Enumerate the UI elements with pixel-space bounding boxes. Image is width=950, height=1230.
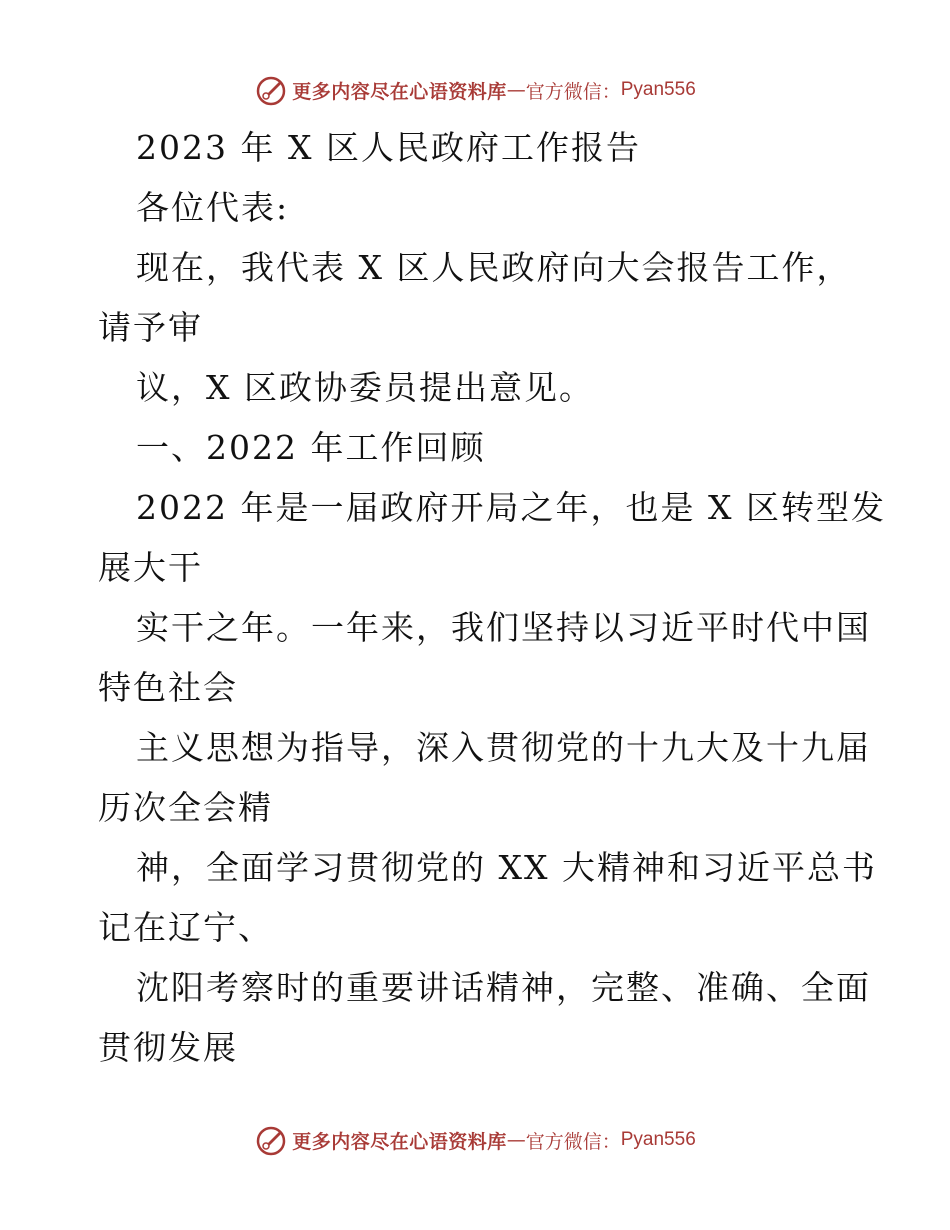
banner-brand: 更多内容尽在心语资料库 <box>292 1130 507 1153</box>
document-line: 沈阳考察时的重要讲话精神，完整、准确、全面 <box>136 968 871 1007</box>
banner-wechat-id: Pyan556 <box>620 1129 696 1150</box>
banner-wechat-label: 官方微信： <box>525 1130 621 1153</box>
quill-seal-icon <box>254 73 288 107</box>
banner-dash: — <box>506 1129 526 1151</box>
banner-dash: — <box>506 79 526 101</box>
document-line: 贯彻发展 <box>98 1028 238 1067</box>
document-line: 议，X 区政协委员提出意见。 <box>136 368 594 407</box>
document-line: 现在，我代表 X 区人民政府向大会报告工作， <box>136 248 852 287</box>
document-line: 2022 年是一届政府开局之年，也是 X 区转型发 <box>136 488 886 527</box>
footer-banner <box>0 1120 950 1160</box>
banner-wechat-label: 官方微信： <box>525 80 621 103</box>
quill-seal-icon <box>254 1123 288 1157</box>
header-banner <box>0 70 950 110</box>
document-line: 特色社会 <box>98 668 238 707</box>
document-line: 记在辽宁、 <box>98 908 273 947</box>
document-line: 各位代表: <box>136 188 290 227</box>
document-line: 一、2022 年工作回顾 <box>136 428 486 467</box>
document-line: 神，全面学习贯彻党的 XX 大精神和习近平总书 <box>136 848 877 887</box>
document-line: 实干之年。一年来，我们坚持以习近平时代中国 <box>136 608 871 647</box>
banner-brand: 更多内容尽在心语资料库 <box>292 80 507 103</box>
document-line: 展大干 <box>98 548 203 587</box>
banner-wechat-id: Pyan556 <box>620 79 696 100</box>
document-body <box>98 118 886 1078</box>
document-line: 主义思想为指导，深入贯彻党的十九大及十九届 <box>136 728 871 767</box>
document-line: 2023 年 X 区人民政府工作报告 <box>136 128 641 167</box>
document-line: 请予审 <box>98 308 203 347</box>
document-line: 历次全会精 <box>98 788 273 827</box>
